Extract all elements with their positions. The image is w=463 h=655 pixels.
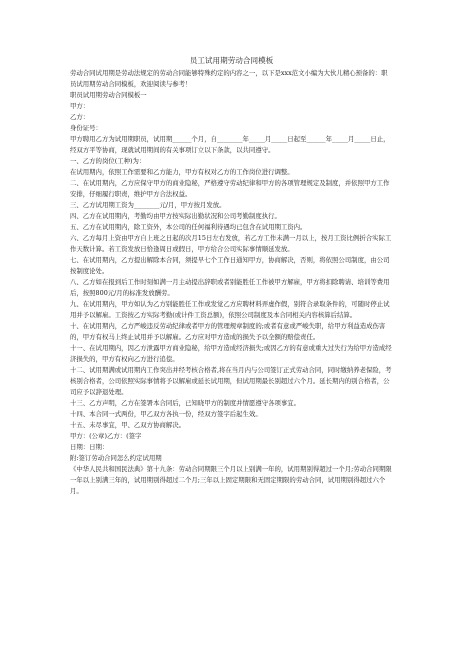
clause-10: 十、在试用期内，乙方严峻违反劳动纪律或者甲方的管理规章制度的;或者有意或严峻失职，给甲方利益造成伤害的，甲方有权马上终止试用并予以解雇。乙方应对甲方造成的损失予以全额的赔偿责任。	[70, 322, 386, 341]
appendix-heading: 附:签订劳动合同怎么约定试用期	[70, 454, 162, 462]
signature-line: 甲方：(公章)乙方：(签字	[70, 432, 142, 440]
clause-15: 十五、未尽事宜，甲、乙双方协商解决。	[70, 421, 186, 429]
party-b-line: 乙方：	[70, 113, 90, 121]
clause-4: 四、乙方在试用期内，考勤均由甲方按实际出勤状况和公司考勤制度执行。	[70, 212, 281, 220]
clause-9: 九、在试用期内，甲方如认为乙方别能胜任工作或发觉乙方应聘材料弄虚作假，别符合录取条件的，可随时停止试用并予以解雇。工资按乙方实际考勤(或计件工资总额)，依照公司制度及本合同相关内容核算后结算。	[70, 300, 390, 319]
preamble-paragraph: 甲方聘用乙方为试用期职员，试用期______个月，自________年_____月_____日起至______年_____月_____日止，经双方平等协商，现就试用期间的有关事项订立以下条款，以共同遵守。	[70, 135, 390, 154]
id-number-line: 身份证号：	[70, 124, 102, 132]
appendix-paragraph: 《中华人民共和国民法典》第十九条：劳动合同期限三个月以上别满一年的，试用期别得超过一个月;劳动合同期限一年以上别满三年的，试用期别得超过二个月;三年以上固定期限和无固定期限的劳动合同，试用期别得超过六个月。	[70, 465, 392, 495]
clause-1-detail: 在试用期内，依照工作需要和乙方能力，甲方有权对乙方的工作岗位进行调整。	[70, 168, 294, 176]
clause-3: 三、乙方试用期工资为________元/月，甲方按月发放。	[70, 201, 226, 209]
intro-paragraph: 劳动合同试用期是劳动法规定的劳动合同能够特殊约定的内容之一，以下是xxx范文小编为大伙儿精心预备的：职员试用期劳动合同模板，欢迎阅读与参考！	[70, 69, 388, 88]
document-title: 员工试用期劳动合同模板	[189, 56, 274, 65]
clause-7: 七、在试用期内，乙方提出解除本合同，须提早七个工作日通知甲方，协商解决，否则，将依照公司制度，由公司按制度论处。	[70, 256, 390, 275]
clause-2: 二、在试用期内，乙方应保守甲方的商业隐秘，严格遵守劳动纪律和甲方的各项管理规定及制度，并依照甲方工作安排，仔细履行职责，维护甲方合法权益。	[70, 179, 390, 198]
template-heading: 职员试用期劳动合同模板一	[70, 91, 147, 99]
date-line: 日期：日期：	[70, 443, 109, 451]
clause-14: 十四、本合同一式两份，甲乙双方各执一份，经双方签字后起生效。	[70, 410, 262, 418]
clause-5: 五、乙方在试用期内，除工资外，本公司的任何福利待遇均已包含在试用期工资内。	[70, 223, 307, 231]
clause-11: 十一、在试用期内，因乙方泄露甲方商业隐秘，给甲方造成经济损失;或因乙方的有意或重大过失行为给甲方造成经济损失的，甲方有权向乙方进行追偿。	[70, 344, 392, 363]
document-body	[70, 68, 393, 497]
clause-8: 八、乙方如在报到后工作时刻如满一月主动提出辞职或者别能胜任工作被甲方解雇，甲方将扣除聘请、培训等费用后，按照800元/月的标准发放酬劳。	[70, 278, 390, 297]
party-a-line: 甲方：	[70, 102, 90, 110]
clause-13: 十三、乙方声明，乙方在签署本合同后，已知晓甲方的制度并情愿遵守各项事宜。	[70, 399, 301, 407]
clause-1: 一、乙方的岗位(工种)为：	[70, 157, 146, 165]
clause-12: 十二、试用期满或试用期内工作突出并经考核合格者,将在当月内与公司签订正式劳动合同，同时缴纳养老保险，考核别合格者，公司依照实际事情将予以解雇或延长试用期，但试用期最长别超过六个月。延长期内的别合格者，公司应予以辞退处理。	[70, 366, 392, 396]
clause-6: 六、乙方每月上资由甲方自上班之日起的次月15日左右发放，若乙方工作未满一月以上，按月工资比例折合实际工作天数计算。若工资发放日恰逢周日或假日，甲方给合公司实际事情顺延发放。	[70, 234, 392, 253]
